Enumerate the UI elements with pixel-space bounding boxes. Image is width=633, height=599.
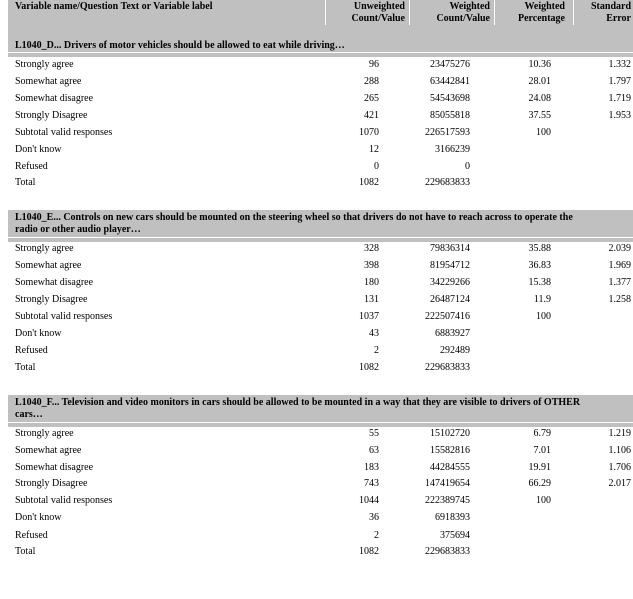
question-title-line2: cars… bbox=[15, 409, 43, 420]
row-pct: 6.79 bbox=[533, 428, 551, 439]
row-pct: 100 bbox=[536, 311, 551, 322]
row-label: Refused bbox=[15, 161, 48, 172]
row-weighted: 226517593 bbox=[425, 127, 470, 138]
row-unweighted: 55 bbox=[369, 428, 379, 439]
table-row bbox=[0, 544, 633, 560]
row-label: Subtotal valid responses bbox=[15, 311, 113, 322]
row-weighted: 0 bbox=[465, 161, 470, 172]
row-weighted: 3166239 bbox=[435, 144, 470, 155]
row-unweighted: 12 bbox=[369, 144, 379, 155]
row-se: 1.377 bbox=[608, 277, 631, 288]
row-pct: 100 bbox=[536, 495, 551, 506]
row-label: Somewhat agree bbox=[15, 76, 82, 87]
row-se: 2.017 bbox=[608, 478, 631, 489]
table-row bbox=[0, 74, 633, 90]
row-unweighted: 96 bbox=[369, 59, 379, 70]
row-unweighted: 43 bbox=[369, 328, 379, 339]
row-weighted: 147419654 bbox=[425, 478, 470, 489]
row-weighted: 292489 bbox=[440, 345, 470, 356]
row-label: Subtotal valid responses bbox=[15, 495, 113, 506]
row-label: Strongly agree bbox=[15, 243, 74, 254]
row-weighted: 34229266 bbox=[430, 277, 470, 288]
row-unweighted: 63 bbox=[369, 445, 379, 456]
row-unweighted: 183 bbox=[364, 462, 379, 473]
table-row bbox=[0, 159, 633, 175]
table-row bbox=[0, 343, 633, 359]
header-se-line1: Standard bbox=[590, 1, 631, 12]
question-title-line2: radio or other audio player… bbox=[15, 224, 141, 235]
row-unweighted: 1070 bbox=[359, 127, 379, 138]
header-weighted-line1: Weighted bbox=[449, 1, 490, 12]
row-se: 2.039 bbox=[608, 243, 631, 254]
header-unweighted-line2: Count/Value bbox=[351, 13, 405, 24]
row-unweighted: 328 bbox=[364, 243, 379, 254]
row-unweighted: 1082 bbox=[359, 362, 379, 373]
row-weighted: 222389745 bbox=[425, 495, 470, 506]
row-pct: 36.83 bbox=[528, 260, 551, 271]
row-unweighted: 265 bbox=[364, 93, 379, 104]
row-label: Don't know bbox=[15, 144, 62, 155]
row-se: 1.719 bbox=[608, 93, 631, 104]
table-row bbox=[0, 510, 633, 526]
row-weighted: 15582816 bbox=[430, 445, 470, 456]
row-pct: 7.01 bbox=[533, 445, 551, 456]
question-title-line1: L1040_F... Television and video monitors in cars should be allowed to be mounted in a way that they are visible to drivers of OTHER bbox=[15, 397, 581, 408]
table-row bbox=[0, 91, 633, 107]
row-unweighted: 1044 bbox=[359, 495, 379, 506]
row-label: Refused bbox=[15, 530, 48, 541]
question-title-line1: L1040_E... Controls on new cars should be mounted on the steering wheel so that drivers do not have to reach across to operate the bbox=[15, 212, 573, 223]
row-weighted: 26487124 bbox=[430, 294, 470, 305]
table-row bbox=[0, 460, 633, 476]
header-weighted-line2: Count/Value bbox=[436, 13, 490, 24]
row-weighted: 222507416 bbox=[425, 311, 470, 322]
header-unweighted-line1: Unweighted bbox=[353, 1, 405, 12]
row-unweighted: 288 bbox=[364, 76, 379, 87]
row-weighted: 6883927 bbox=[435, 328, 470, 339]
row-unweighted: 743 bbox=[364, 478, 379, 489]
question-band bbox=[8, 395, 633, 422]
table-row bbox=[0, 476, 633, 492]
row-se: 1.219 bbox=[608, 428, 631, 439]
header-variable-label: Variable name/Question Text or Variable label bbox=[15, 1, 213, 12]
header-se-line2: Error bbox=[606, 13, 631, 24]
row-label: Don't know bbox=[15, 328, 62, 339]
row-weighted: 81954712 bbox=[430, 260, 470, 271]
row-unweighted: 180 bbox=[364, 277, 379, 288]
row-weighted: 63442841 bbox=[430, 76, 470, 87]
row-pct: 28.01 bbox=[528, 76, 551, 87]
row-pct: 11.9 bbox=[533, 294, 551, 305]
row-se: 1.969 bbox=[608, 260, 631, 271]
row-weighted: 54543698 bbox=[430, 93, 470, 104]
row-weighted: 15102720 bbox=[430, 428, 470, 439]
row-weighted: 229683833 bbox=[425, 362, 470, 373]
row-se: 1.258 bbox=[608, 294, 631, 305]
row-label: Refused bbox=[15, 345, 48, 356]
row-unweighted: 36 bbox=[369, 512, 379, 523]
row-unweighted: 2 bbox=[374, 345, 379, 356]
row-se: 1.332 bbox=[608, 59, 631, 70]
row-pct: 10.36 bbox=[528, 59, 551, 70]
row-label: Somewhat disagree bbox=[15, 462, 94, 473]
table-row bbox=[0, 326, 633, 342]
row-pct: 15.38 bbox=[528, 277, 551, 288]
row-label: Somewhat disagree bbox=[15, 93, 94, 104]
header-spacer bbox=[8, 25, 633, 37]
header-weightedpct-line2: Percentage bbox=[517, 13, 565, 24]
row-label: Strongly Disagree bbox=[15, 110, 88, 121]
row-pct: 100 bbox=[536, 127, 551, 138]
question-band bbox=[8, 210, 633, 237]
table-row bbox=[0, 309, 633, 325]
row-weighted: 79836314 bbox=[430, 243, 470, 254]
row-pct: 19.91 bbox=[528, 462, 551, 473]
row-label: Somewhat agree bbox=[15, 445, 82, 456]
row-label: Strongly Disagree bbox=[15, 294, 88, 305]
table-row bbox=[0, 528, 633, 544]
table-row bbox=[0, 142, 633, 158]
table-row bbox=[0, 360, 633, 376]
table-row bbox=[0, 57, 633, 73]
row-label: Strongly Disagree bbox=[15, 478, 88, 489]
header-variable-cell bbox=[8, 0, 325, 25]
row-label: Strongly agree bbox=[15, 59, 74, 70]
header-weightedpct-cell bbox=[494, 0, 573, 25]
header-weightedpct-line1: Weighted bbox=[524, 1, 565, 12]
question-title: L1040_D... Drivers of motor vehicles should be allowed to eat while driving… bbox=[15, 40, 345, 51]
table-row bbox=[0, 292, 633, 308]
table-row bbox=[0, 443, 633, 459]
row-unweighted: 421 bbox=[364, 110, 379, 121]
table-row bbox=[0, 258, 633, 274]
row-label: Subtotal valid responses bbox=[15, 127, 113, 138]
row-unweighted: 2 bbox=[374, 530, 379, 541]
question-band bbox=[8, 37, 633, 52]
table-row bbox=[0, 493, 633, 509]
row-se: 1.797 bbox=[608, 76, 631, 87]
row-unweighted: 398 bbox=[364, 260, 379, 271]
table-row bbox=[0, 125, 633, 141]
row-label: Total bbox=[15, 546, 36, 557]
row-weighted: 44284555 bbox=[430, 462, 470, 473]
header-weighted-cell bbox=[409, 0, 494, 25]
row-label: Strongly agree bbox=[15, 428, 74, 439]
header-se-cell bbox=[573, 0, 633, 25]
row-pct: 37.55 bbox=[528, 110, 551, 121]
row-label: Somewhat disagree bbox=[15, 277, 94, 288]
row-weighted: 23475276 bbox=[430, 59, 470, 70]
row-unweighted: 131 bbox=[364, 294, 379, 305]
row-se: 1.953 bbox=[608, 110, 631, 121]
row-weighted: 375694 bbox=[440, 530, 470, 541]
row-weighted: 85055818 bbox=[430, 110, 470, 121]
table-row bbox=[0, 426, 633, 442]
row-pct: 24.08 bbox=[528, 93, 551, 104]
row-weighted: 6918393 bbox=[435, 512, 470, 523]
table-row bbox=[0, 275, 633, 291]
column-header bbox=[8, 0, 633, 25]
row-label: Total bbox=[15, 177, 36, 188]
row-se: 1.106 bbox=[608, 445, 631, 456]
table-row bbox=[0, 241, 633, 257]
row-unweighted: 1082 bbox=[359, 546, 379, 557]
row-weighted: 229683833 bbox=[425, 546, 470, 557]
header-unweighted-cell bbox=[325, 0, 409, 25]
row-label: Total bbox=[15, 362, 36, 373]
row-pct: 35.88 bbox=[528, 243, 551, 254]
row-label: Don't know bbox=[15, 512, 62, 523]
row-weighted: 229683833 bbox=[425, 177, 470, 188]
table-row bbox=[0, 108, 633, 124]
table-row bbox=[0, 175, 633, 191]
row-se: 1.706 bbox=[608, 462, 631, 473]
row-unweighted: 1082 bbox=[359, 177, 379, 188]
row-label: Somewhat agree bbox=[15, 260, 82, 271]
row-unweighted: 1037 bbox=[359, 311, 379, 322]
row-pct: 66.29 bbox=[528, 478, 551, 489]
row-unweighted: 0 bbox=[374, 161, 379, 172]
